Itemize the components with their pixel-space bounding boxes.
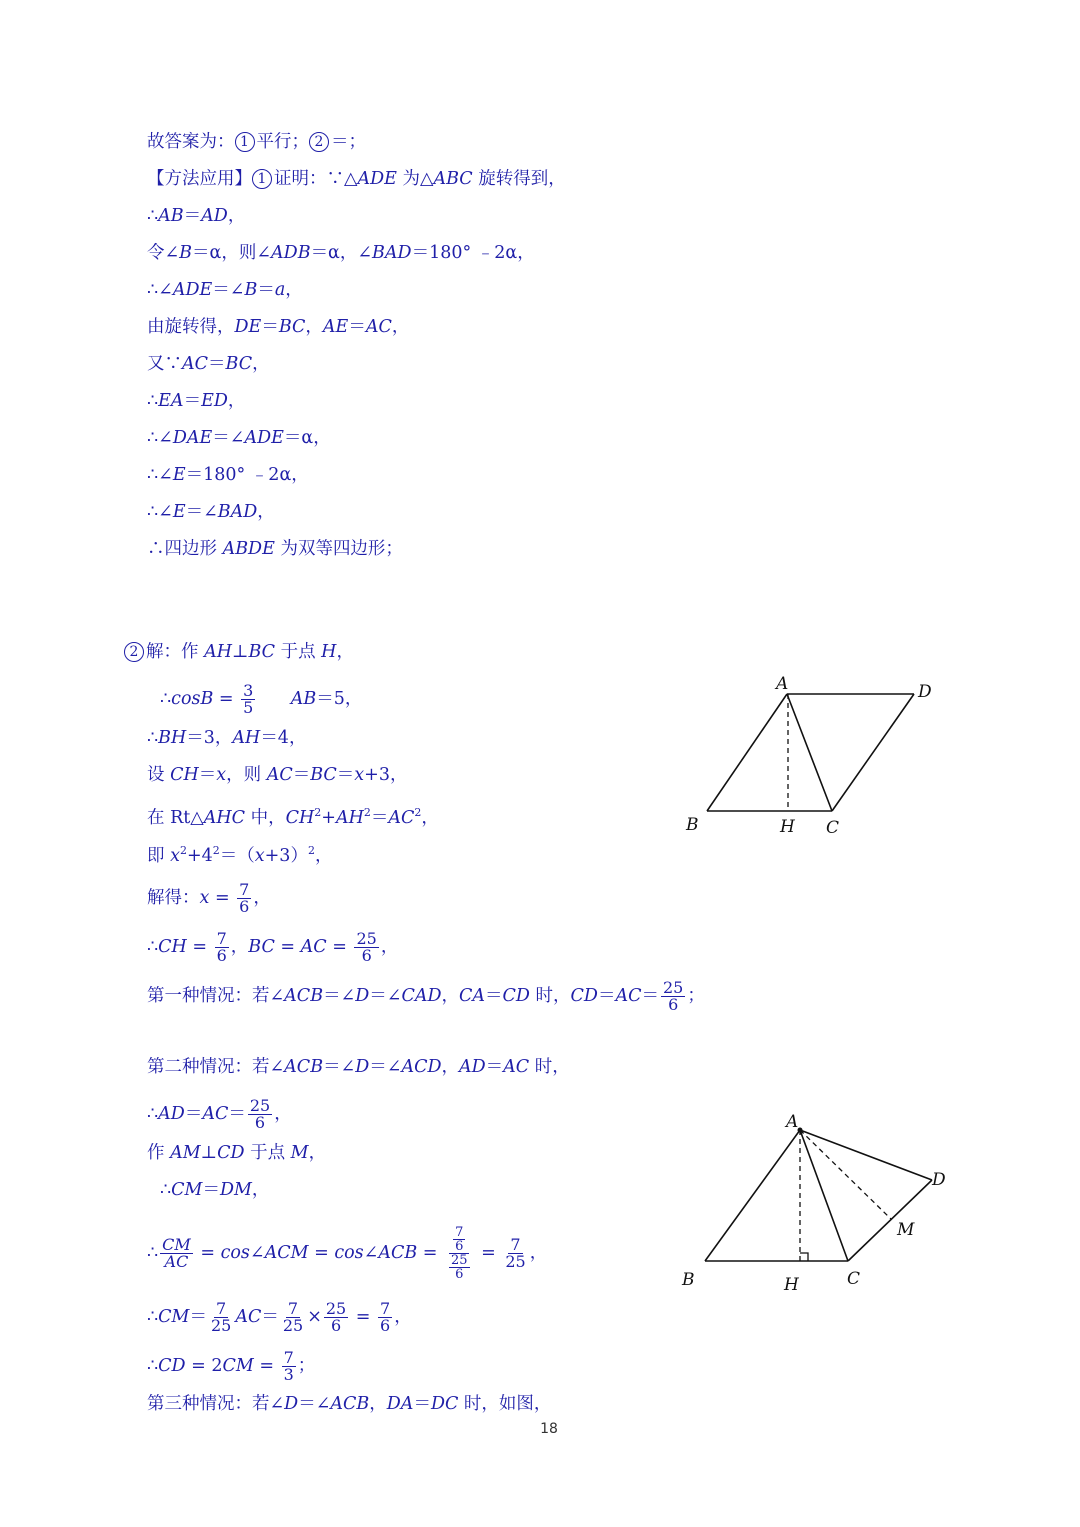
fraction: $\frac{25}{6}$ [249, 1096, 271, 1132]
line-16: 设 CH＝x，则 AC＝BC＝x+3， [147, 765, 408, 785]
label-M: M [897, 1220, 915, 1240]
complex-fraction: $\frac{\frac{7}{6}}{\frac{25}{6}}$ [451, 1225, 468, 1282]
line-14: ∴cosB = $\frac{3}{5}$ AB＝5， [160, 681, 363, 717]
line-6: 由旋转得，DE＝BC，AE＝AC， [147, 317, 410, 337]
line-25: ∴CM＝DM， [160, 1180, 270, 1200]
fraction: $\frac{CM}{AC}$ [162, 1235, 191, 1271]
line-22: 第二种情况：若∠ACB＝∠D＝∠ACD，AD＝AC 时， [147, 1057, 570, 1077]
line-8: ∴EA＝ED， [147, 391, 246, 411]
label-D: D [932, 1170, 946, 1190]
line-15: ∴BH＝3，AH＝4， [147, 728, 307, 748]
line-12: ∴四边形 ABDE 为双等四边形； [147, 539, 403, 559]
line-17: 在 Rt△AHC 中，$CH^2+AH^2=AC^2$， [147, 806, 439, 828]
fraction: $\frac{7}{3}$ [283, 1348, 294, 1384]
label-H: H [784, 1275, 799, 1295]
line-method: 【方法应用】 1 证明：∵△ADE 为△ABC 旋转得到， [147, 169, 566, 189]
line-26: ∴ $\frac{CM}{AC}$ = cos∠ACM = cos∠ACB = $\frac{\frac{7}{6}}{\frac{25}{6}}$ = $\frac{7}{25}$ ， [147, 1225, 548, 1282]
label-D: D [918, 682, 932, 702]
line-21: 第一种情况：若∠ACB＝∠D＝∠CAD，CA＝CD 时，CD＝AC＝ $\frac{25}{6}$ ； [147, 978, 705, 1014]
label-C: C [847, 1269, 861, 1289]
line-19: 解得：x = $\frac{7}{6}$ ， [147, 880, 271, 916]
fraction: $\frac{7}{6}$ [239, 880, 250, 916]
line-20: ∴CH = $\frac{7}{6}$ ，BC = AC = $\frac{25}{6}$ ， [147, 929, 399, 965]
label-A: A [776, 674, 789, 694]
circled-1: 1 [252, 169, 272, 189]
line-9: ∴∠DAE＝∠ADE＝α， [147, 428, 331, 448]
line-23: ∴AD＝AC＝ $\frac{25}{6}$ ， [147, 1096, 292, 1132]
fraction: $\frac{7}{6}$ [216, 929, 227, 965]
figure-1-parallelogram [670, 665, 950, 845]
line-13: 2 解：作 AH⊥BC 于点 H， [124, 641, 354, 663]
text-gudaan: 故答案为： [147, 132, 235, 152]
line-7: 又∵AC＝BC， [147, 354, 270, 374]
line-3: ∴AB＝AD， [147, 206, 246, 226]
line-24: 作 AM⊥CD 于点 M， [147, 1143, 327, 1163]
line-28: ∴CD = 2CM = $\frac{7}{3}$ ； [147, 1348, 316, 1384]
label-H: H [780, 817, 795, 837]
circled-1: 1 [235, 132, 255, 152]
circled-2: 2 [309, 132, 329, 152]
line-18: 即 $x^2+4^2=(x+3)^2$， [147, 844, 333, 866]
line-5: ∴∠ADE＝∠B＝a， [147, 280, 303, 300]
line-10: ∴∠E＝180° ﹣2α， [147, 465, 309, 485]
label-B: B [686, 815, 699, 835]
fraction: $\frac{3}{5}$ [243, 681, 254, 717]
fraction: $\frac{7}{25}$ [282, 1299, 304, 1335]
fraction: $\frac{7}{25}$ [505, 1235, 526, 1271]
line-answer: 故答案为： 1 平行； 2 ＝； [147, 132, 366, 152]
fraction: $\frac{25}{6}$ [356, 929, 377, 965]
fraction: $\frac{25}{6}$ [325, 1299, 347, 1335]
line-27: ∴CM＝ $\frac{7}{25}$ AC＝ $\frac{7}{25}$ × $\frac{25}{6}$ = $\frac{7}{6}$ ， [147, 1299, 412, 1335]
circled-2: 2 [124, 642, 144, 662]
figure-2-quadrilateral [670, 1105, 960, 1305]
label-C: C [826, 818, 840, 838]
fraction: $\frac{7}{25}$ [210, 1299, 232, 1335]
line-11: ∴∠E＝∠BAD， [147, 502, 275, 522]
fraction: $\frac{7}{6}$ [380, 1299, 391, 1335]
label-A: A [786, 1112, 799, 1132]
fraction: $\frac{25}{6}$ [662, 978, 684, 1014]
label-B: B [682, 1270, 695, 1290]
line-29: 第三种情况：若∠D＝∠ACB，DA＝DC 时，如图， [147, 1394, 552, 1414]
line-4: 令∠B＝α，则∠ADB＝α，∠BAD＝180° ﹣2α， [147, 243, 535, 263]
page-number: 18 [540, 1421, 558, 1437]
